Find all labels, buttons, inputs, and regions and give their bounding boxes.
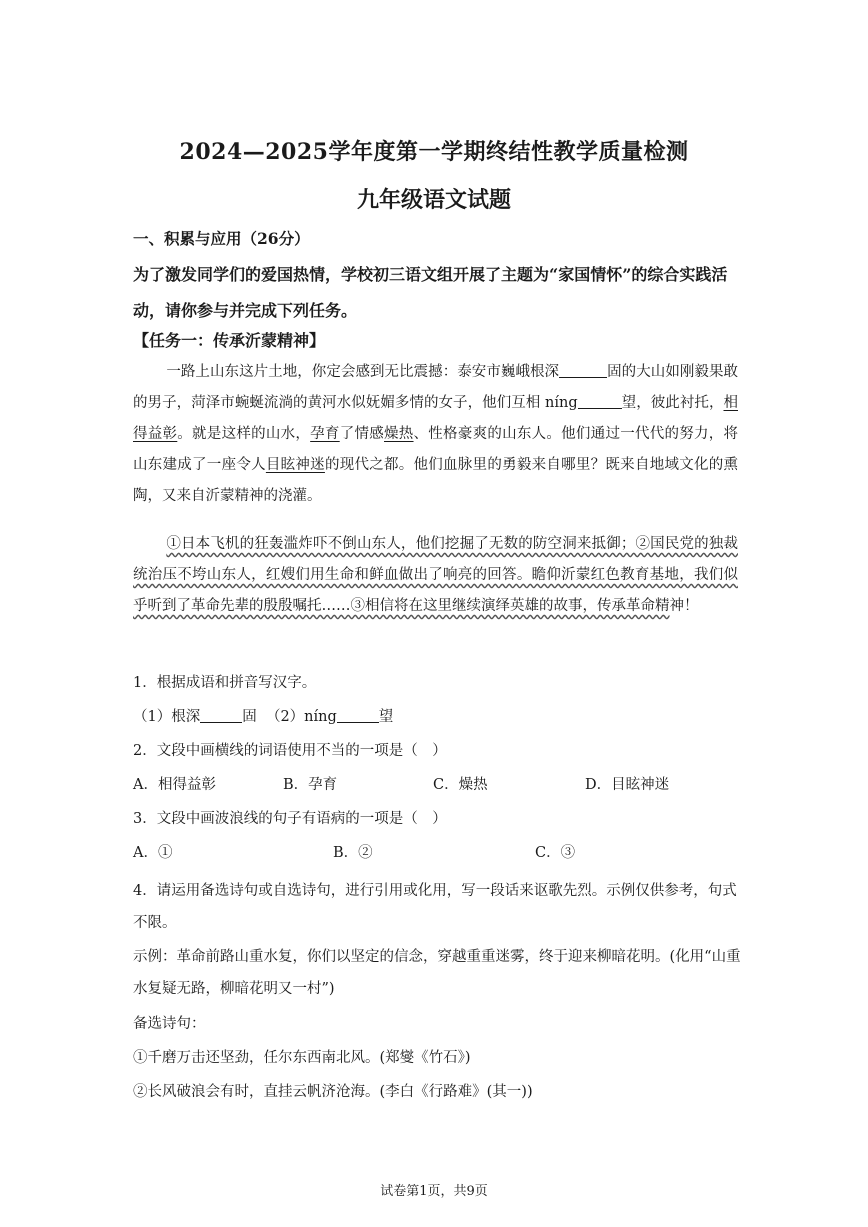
passage-text: 了情感 (339, 426, 384, 442)
section-heading: 一、积累与应用（26分） (133, 229, 310, 248)
exam-title: 2024—2025学年度第一学期终结性教学质量检测 (179, 139, 689, 165)
answer-blank[interactable] (337, 708, 379, 724)
task-heading: 【任务一：传承沂蒙精神】 (133, 331, 326, 350)
question-2-stem: 2．文段中画横线的词语使用不当的一项是（ ） (133, 743, 447, 759)
question-4-example: 示例：革命前路山重水复，你们以坚定的信念，穿越重重迷雾，终于迎来柳暗花明。(化用“山重水复疑无路，柳暗花明又一村”) (133, 949, 741, 997)
answer-blank[interactable] (200, 708, 242, 724)
q2-option-c[interactable]: C．燥热 (433, 777, 488, 793)
passage-paragraph-2 (133, 529, 738, 622)
passage-text: 望，彼此衬托， (621, 395, 724, 411)
passage-text: 神！ (669, 598, 699, 614)
q2-option-b[interactable]: B．孕育 (283, 777, 338, 793)
section-intro: 为了激发同学们的爱国热情，学校初三语文组开展了主题为“家国情怀”的综合实践活动，请你参与并完成下列任务。 (133, 265, 728, 320)
q3-option-c[interactable]: C．③ (535, 845, 576, 861)
question-1-items (133, 705, 743, 726)
q1-item-b-suffix: 望 (378, 709, 394, 725)
passage-text: 固的大山如刚毅果敢的男子，菏泽市蜿蜒流淌的黄河水似妩媚多情的女子，他们互相 níng (133, 364, 739, 411)
candidate-poem-2: ②长风破浪会有时，直挂云帆济沧海。(李白《行路难》(其一)) (133, 1084, 533, 1100)
page-footer: 试卷第1页，共9页 (380, 1184, 488, 1199)
q2-option-d[interactable]: D．目眩神迷 (585, 777, 670, 793)
passage-text: 。就是这样的山水， (177, 426, 311, 442)
underlined-word: 燥热 (384, 426, 414, 442)
q3-option-a[interactable]: A．① (133, 845, 173, 861)
passage-paragraph-1 (133, 357, 738, 512)
candidate-poem-1: ①千磨万击还坚劲，任尔东西南北风。(郑燮《竹石》) (133, 1050, 471, 1066)
underlined-word: 孕育 (310, 426, 340, 442)
q2-option-a[interactable]: A．相得益彰 (133, 777, 216, 793)
passage-text: 的现代之都。他们血脉里的勇毅来自哪里？既来自地域文化的熏陶，又来自沂蒙精神的浇灌。 (133, 457, 739, 504)
q1-item-b-label: （2）níng (265, 709, 337, 725)
question-4-stem: 4．请运用备选诗句或自选诗句，进行引用或化用，写一段话来讴歌先烈。示例仅供参考，句式不限。 (133, 883, 737, 931)
question-3-stem: 3．文段中画波浪线的句子有语病的一项是（ ） (133, 811, 447, 827)
q3-option-b[interactable]: B．② (333, 845, 373, 861)
candidates-label: 备选诗句： (133, 1016, 206, 1032)
q1-item-a-label: （1）根深 (133, 709, 201, 725)
underlined-word: 目眩神迷 (265, 457, 325, 473)
passage-text: 一路上山东这片土地，你定会感到无比震撼：泰安市巍峨根深 (166, 364, 560, 380)
q1-item-a-suffix: 固 (242, 709, 257, 725)
question-1-stem: 1．根据成语和拼音写汉字。 (133, 675, 317, 691)
passage-text: 、性格豪爽的山东人。他们通过一代代的努力，将山东建成了一座令人 (133, 426, 739, 473)
exam-subtitle: 九年级语文试题 (356, 187, 511, 213)
wavy-underlined-sentences: ①日本飞机的狂轰滥炸吓不倒山东人，他们挖掘了无数的防空洞来抵御；②国民党的独裁统治压不垮山东人，红嫂们用生命和鲜血做出了响亮的回答。瞻仰沂蒙红色教育基地，我们似乎听到了革命先辈的殷殷嘱托……③相信将在这里继续演绎英雄的故事，传承革命精 (133, 536, 738, 614)
underlined-word: 相得益彰 (133, 395, 738, 442)
blank-1 (559, 363, 607, 379)
blank-2 (578, 394, 622, 410)
